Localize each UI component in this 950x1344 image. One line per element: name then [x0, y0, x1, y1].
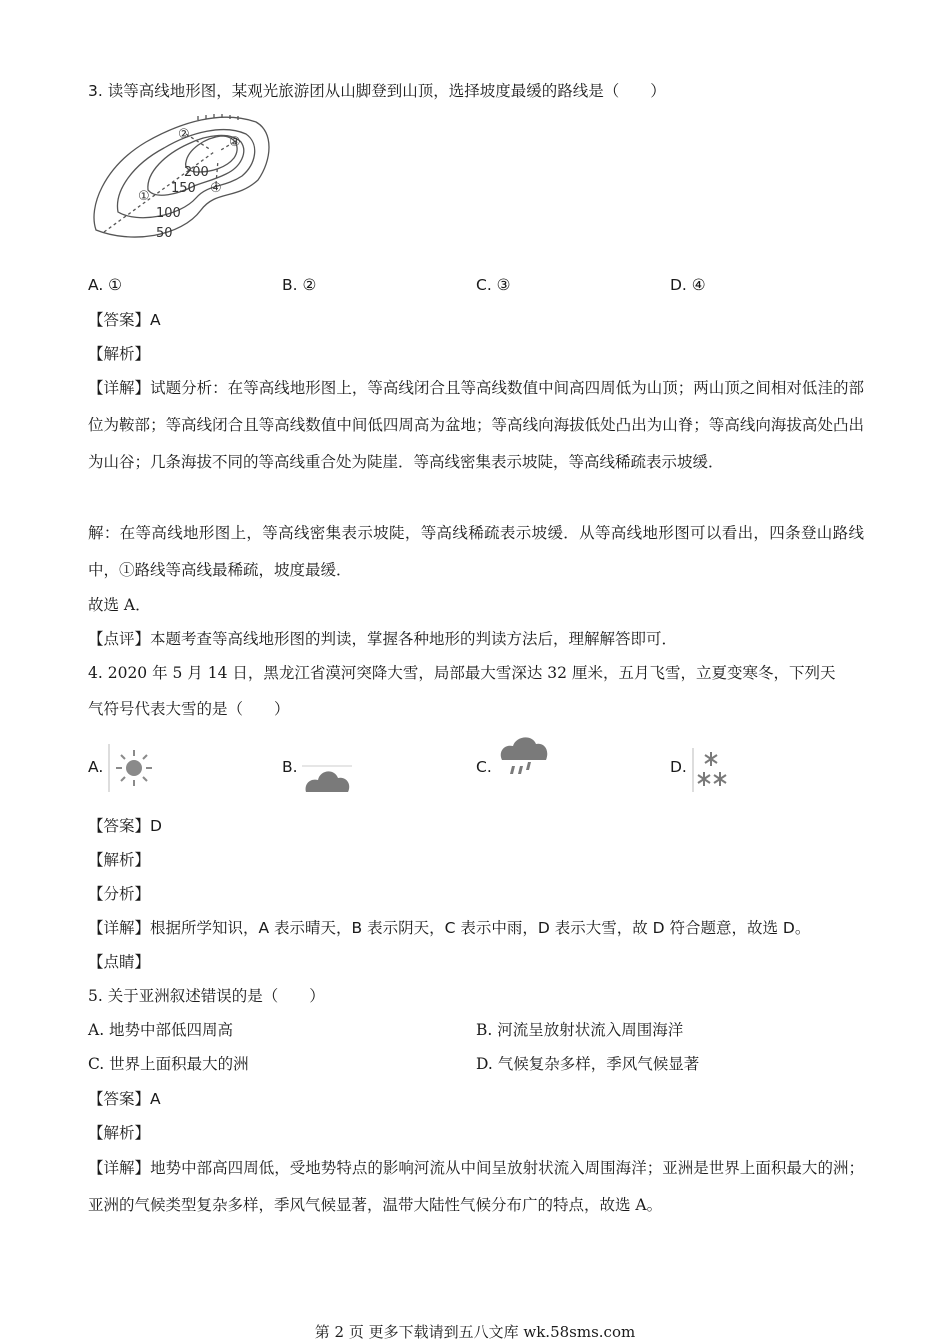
q3-option-b: B. ② — [282, 276, 317, 294]
label-50: 50 — [156, 226, 173, 241]
label-100: 100 — [156, 206, 181, 221]
q4-stem-line1: 4. 2020 年 5 月 14 日，黑龙江省漠河突降大雪，局部最大雪深达 32 厘米，五月飞雪，立夏变寒冬，下列天 — [88, 664, 836, 682]
q5-detail: 【详解】地势中部高四周低，受地势特点的影响河流从中间呈放射状流入周围海洋；亚洲是世界上面积最大的洲；亚洲的气候类型复杂多样，季风气候显著，温带大陆性气候分布广的特点，故选 A。 — [88, 1159, 864, 1214]
sun-icon — [108, 744, 160, 792]
q3-stem: 3. 读等高线地形图，某观光旅游团从山脚登到山顶，选择坡度最缓的路线是（ ） — [88, 82, 666, 100]
route-label-4: ④ — [210, 181, 222, 196]
q4-fenxi-heading: 【分析】 — [88, 885, 151, 903]
q3-solution: 解：在等高线地形图上，等高线密集表示坡陡，等高线稀疏表示坡缓．从等高线地形图可以看出，四条登山路线中，①路线等高线最稀疏，坡度最缓． — [88, 524, 864, 579]
q5-option-b: B. 河流呈放射状流入周围海洋 — [476, 1021, 684, 1039]
page-footer: 第 2 页 更多下载请到五八文库 wk.58sms.com — [314, 1323, 636, 1341]
q4-dianjing-heading: 【点睛】 — [88, 953, 151, 971]
q4-detail: 【详解】根据所学知识，A 表示晴天，B 表示阴天，C 表示中雨，D 表示大雪，故 D 符合题意，故选 D。 — [88, 919, 811, 937]
route-label-2: ② — [178, 127, 190, 142]
q3-option-c: C. ③ — [476, 276, 511, 294]
q5-answer: 【答案】A — [88, 1090, 161, 1108]
q4-answer: 【答案】D — [88, 817, 162, 835]
q3-option-a: A. ① — [88, 276, 123, 294]
q4-analysis-heading: 【解析】 — [88, 851, 151, 869]
q4-option-a: A. — [88, 758, 104, 776]
heavy-snow-icon — [692, 748, 734, 792]
contour-map — [86, 112, 276, 247]
q5-analysis-heading: 【解析】 — [88, 1124, 151, 1142]
q5-option-d: D. 气候复杂多样，季风气候显著 — [476, 1055, 700, 1073]
route-label-1: ① — [138, 189, 150, 204]
q3-analysis-heading: 【解析】 — [88, 345, 151, 363]
q5-option-c: C. 世界上面积最大的洲 — [88, 1055, 249, 1073]
q3-comment: 【点评】本题考查等高线地形图的判读，掌握各种地形的判读方法后，理解解答即可． — [88, 630, 678, 648]
q3-detail: 【详解】试题分析：在等高线地形图上，等高线闭合且等高线数值中间高四周低为山顶；两山顶之间相对低洼的部位为鞍部；等高线闭合且等高线数值中间低四周高为盆地；等高线向海拔低处凸出为山脊；等高线向海拔高处凸出为山谷；几条海拔不同的等高线重合处为陡崖．等高线密集表示坡陡，等高线稀疏表示坡缓． — [88, 379, 864, 471]
route-label-3: ③ — [229, 135, 241, 150]
label-150: 150 — [171, 181, 196, 196]
q3-choice: 故选 A． — [88, 596, 151, 614]
label-200: 200 — [184, 165, 209, 180]
q4-stem-line2: 气符号代表大雪的是（ ） — [88, 700, 290, 718]
q4-option-c: C. — [476, 758, 492, 776]
cloud-icon — [302, 758, 352, 794]
q4-option-d: D. — [670, 758, 687, 776]
rain-cloud-icon — [498, 732, 550, 780]
q5-stem: 5. 关于亚洲叙述错误的是（ ） — [88, 987, 325, 1005]
q3-option-d: D. ④ — [670, 276, 706, 294]
q4-option-b: B. — [282, 758, 298, 776]
q3-answer: 【答案】A — [88, 311, 161, 329]
q5-option-a: A. 地势中部低四周高 — [88, 1021, 234, 1039]
